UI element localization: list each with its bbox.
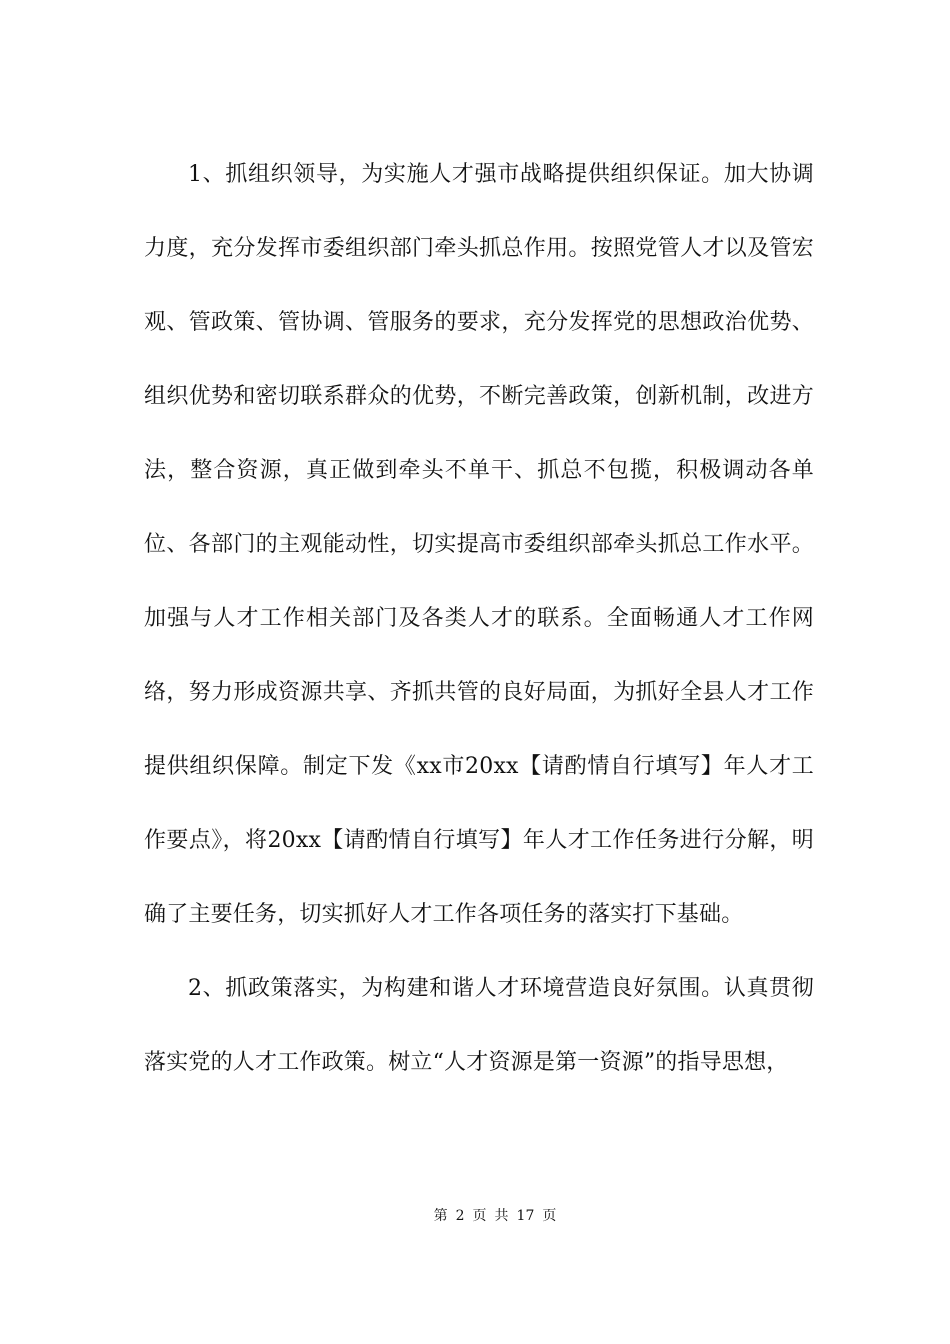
footer-current-page: 2 (455, 1208, 465, 1224)
footer-total-pages: 17 (516, 1208, 535, 1224)
paragraph-1: 1、抓组织领导，为实施人才强市战略提供组织保证。加大协调力度，充分发挥市委组织部门牵头抓总作用。按照党管人才以及管宏观、管政策、管协调、管服务的要求，充分发挥党的思想政治优势、组织优势和密切联系群众的优势，不断完善政策，创新机制，改进方法，整合资源，真正做到牵头不单干、抓总不包揽，积极调动各单位、各部门的主观能动性，切实提高市委组织部牵头抓总工作水平。加强与人才工作相关部门及各类人才的联系。全面畅通人才工作网络，努力形成资源共享、齐抓共管的良好局面，为抓好全县人才工作提供组织保障。制定下发《xx市20xx【请酌情自行填写】年人才工作要点》，将20xx【请酌情自行填写】年人才工作任务进行分解，明确了主要任务，切实抓好人才工作各项任务的落实打下基础。 (144, 162, 814, 927)
footer-total-word: 共 (494, 1208, 509, 1224)
footer-prefix: 第 (433, 1208, 448, 1224)
page-footer (0, 1206, 950, 1226)
footer-suffix: 页 (542, 1208, 557, 1224)
footer-page-word: 页 (472, 1208, 487, 1224)
paragraph-2: 2、抓政策落实，为构建和谐人才环境营造良好氛围。认真贯彻落实党的人才工作政策。树立“人才资源是第一资源”的指导思想， (144, 976, 814, 1075)
document-body (144, 138, 814, 1100)
